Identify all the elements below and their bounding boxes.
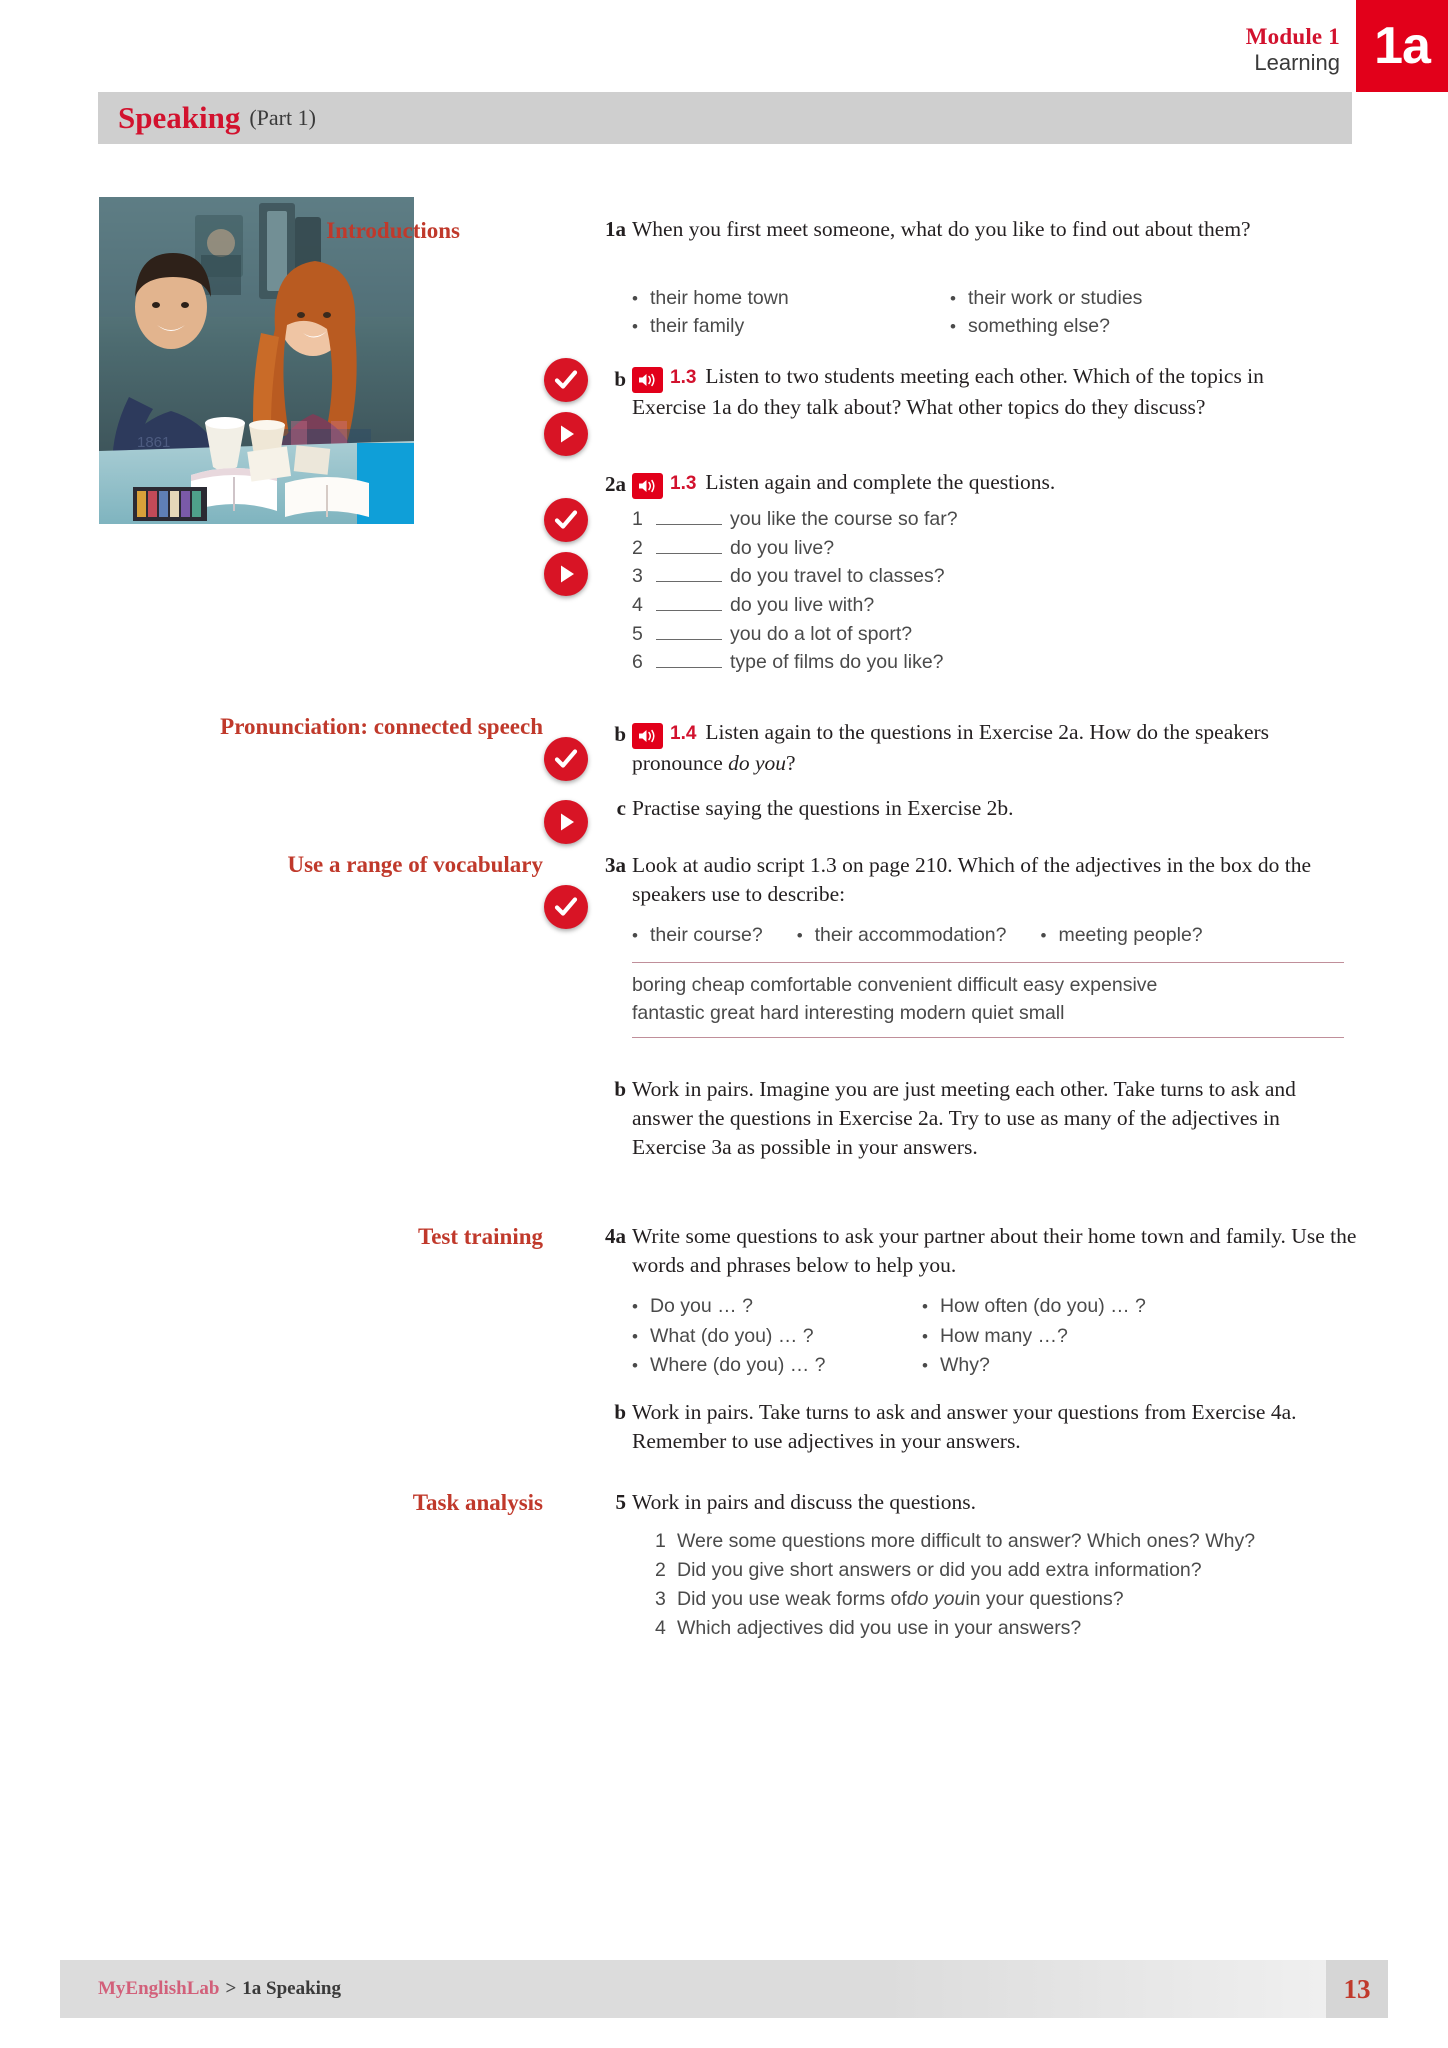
bullet-dot-icon: • — [950, 316, 956, 336]
svg-text:1861: 1861 — [137, 434, 171, 451]
bullet-text: meeting people? — [1058, 924, 1203, 946]
bullet-item-wrap — [797, 922, 1007, 950]
page-footer — [60, 1960, 1388, 2018]
exercise-2c-text: Practise saying the questions in Exercise 2b. — [632, 796, 1014, 820]
page-number: 13 — [1326, 1960, 1388, 2018]
list-item — [950, 313, 1142, 341]
unit-badge: 1a — [1356, 0, 1448, 92]
exercise-1b-text: Listen to two students meeting each other. Which of the topics in Exercise 1a do they talk about? What other topics do they discuss? — [632, 364, 1264, 419]
exercise-label-5: 5 — [615, 1490, 626, 1514]
gapfill-row — [632, 562, 1342, 591]
exercise-2a-text: Listen again and complete the questions. — [705, 470, 1056, 494]
list-item — [632, 313, 904, 341]
bullet-column-left — [632, 285, 904, 340]
bullet-dot-icon: • — [632, 1326, 638, 1346]
speaker-icon[interactable] — [632, 723, 663, 749]
question-number: 1 — [655, 1530, 666, 1552]
exercise-2b-text-end: ? — [786, 751, 796, 775]
list-item — [655, 1614, 1355, 1643]
question-number: 2 — [632, 536, 643, 559]
question-text-italic: do you — [906, 1587, 966, 1610]
play-glyph — [554, 562, 578, 586]
play-glyph — [554, 810, 578, 834]
bullet-text: Where (do you) … ? — [649, 1354, 826, 1377]
bullet-dot-icon: • — [632, 316, 638, 336]
bullet-text: Why? — [939, 1354, 990, 1377]
list-item — [632, 922, 763, 950]
check-icon — [544, 498, 588, 542]
play-glyph — [554, 422, 578, 446]
module-subtitle: Learning — [1254, 50, 1340, 76]
bullet-column-left — [632, 1292, 922, 1381]
exercise-label-1b: b — [614, 367, 626, 391]
exercise-1a-text: When you first meet someone, what do you like to find out about them? — [632, 217, 1251, 241]
exercise-2b-text: Listen again to the questions in Exercise 2a. How do the speakers pronounce — [632, 720, 1270, 775]
exercise-4a-text: Write some questions to ask your partner about their home town and family. Use the words and phrases below to help you. — [632, 1224, 1357, 1277]
exercise-4a-bullets — [632, 1292, 1192, 1381]
bullet-text: their course? — [649, 924, 763, 946]
list-item — [632, 1351, 922, 1381]
module-label: Module 1 — [1245, 24, 1340, 49]
bullet-item-wrap — [1041, 922, 1203, 950]
answer-blank[interactable] — [656, 652, 722, 668]
list-item — [655, 1556, 1355, 1585]
speaker-glyph — [638, 728, 657, 744]
exercise-2a-questions — [632, 505, 1342, 677]
exercise-3a-text: Look at audio script 1.3 on page 210. Which of the adjectives in the box do the speakers use to describe: — [632, 853, 1312, 906]
audio-track-number: 1.4 — [670, 723, 697, 744]
check-glyph — [553, 507, 579, 533]
question-text: do you travel to classes? — [730, 565, 945, 588]
header-text-block — [1246, 0, 1356, 76]
list-item — [922, 1292, 1146, 1322]
question-number: 3 — [632, 565, 643, 588]
answer-blank[interactable] — [656, 509, 722, 525]
bullet-dot-icon: • — [922, 1297, 928, 1316]
check-icon — [544, 885, 588, 929]
exercise-label-1a: 1a — [605, 217, 626, 241]
check-glyph — [553, 894, 579, 920]
bullet-dot-icon: • — [632, 926, 638, 945]
question-text-end: in your questions? — [965, 1587, 1124, 1610]
speaker-icon[interactable] — [632, 367, 663, 393]
bullet-text: their family — [649, 314, 745, 337]
exercise-label-2a: 2a — [605, 472, 626, 496]
adjectives-word-box — [632, 962, 1344, 1038]
rubric-vocabulary: Use a range of vocabulary — [287, 852, 543, 877]
breadcrumb: 1a Speaking — [242, 1978, 341, 1999]
bullet-item-wrap — [632, 922, 763, 950]
list-item — [655, 1527, 1355, 1556]
check-glyph — [553, 746, 579, 772]
rubric-pronunciation: Pronunciation: connected speech — [220, 714, 543, 739]
speaker-glyph — [638, 372, 657, 388]
list-item — [1041, 922, 1203, 950]
list-item — [950, 285, 1142, 313]
rubric-test-training: Test training — [417, 1224, 543, 1249]
check-glyph — [553, 367, 579, 393]
bullet-text: How many …? — [939, 1324, 1068, 1347]
page-title: Speaking — [118, 100, 241, 135]
exercise-4b-text: Work in pairs. Take turns to ask and answer your questions from Exercise 4a. Remember to use adjectives in your answers. — [632, 1400, 1297, 1453]
exercise-label-4a: 4a — [605, 1224, 626, 1248]
exercise-label-3b: b — [614, 1077, 626, 1101]
answer-blank[interactable] — [656, 624, 722, 640]
list-item — [632, 1322, 922, 1352]
bullet-dot-icon: • — [796, 926, 803, 945]
exercise-3a-bullets — [632, 922, 1249, 950]
exercise-2b-block — [632, 718, 1340, 778]
list-item — [797, 922, 1007, 950]
question-text: do you live with? — [730, 593, 875, 616]
exercise-label-2b: b — [614, 722, 626, 746]
bullet-text: How often (do you) … ? — [939, 1295, 1146, 1317]
list-item — [922, 1322, 1146, 1352]
bullet-column-right — [950, 285, 1142, 340]
answer-blank[interactable] — [656, 595, 722, 611]
question-number: 4 — [632, 593, 643, 616]
exercise-1a-bullets — [632, 285, 1188, 340]
bullet-dot-icon: • — [950, 289, 956, 308]
question-text: Which adjectives did you use in your answers? — [677, 1616, 1082, 1639]
bullet-text: Do you … ? — [649, 1295, 753, 1317]
list-item — [632, 1292, 922, 1322]
gapfill-row — [632, 591, 1342, 620]
exercise-label-2c: c — [616, 796, 626, 820]
bullet-dot-icon: • — [922, 1356, 928, 1376]
play-icon — [544, 552, 588, 596]
bullet-dot-icon: • — [922, 1326, 928, 1346]
audio-track-number: 1.3 — [670, 473, 697, 494]
list-item — [632, 285, 904, 313]
exercise-3b-text: Work in pairs. Imagine you are just meeting each other. Take turns to ask and answer the questions in Exercise 2a. Try to use as many of the adjectives in Exercise 3a as possible in your answers. — [632, 1077, 1296, 1159]
gapfill-row — [632, 648, 1342, 677]
rubric-task-analysis: Task analysis — [412, 1490, 543, 1515]
gapfill-row — [632, 505, 1342, 534]
question-text-part: Did you use weak forms of — [677, 1587, 907, 1610]
exercise-2a-block — [632, 468, 1342, 499]
bullet-text: something else? — [967, 314, 1110, 337]
exercise-1b-block — [632, 362, 1342, 422]
list-item — [922, 1351, 1146, 1381]
question-number: 5 — [632, 622, 643, 645]
section-title-band — [98, 92, 1352, 144]
bullet-dot-icon: • — [632, 1356, 638, 1376]
question-text: you do a lot of sport? — [730, 622, 913, 645]
rubric-introductions: Introductions — [326, 218, 460, 243]
exercise-2b-italic: do you — [728, 751, 787, 775]
bullet-column-right — [922, 1292, 1146, 1381]
exercise-5-questions — [655, 1527, 1355, 1642]
question-text: you like the course so far? — [730, 508, 958, 530]
speaker-icon[interactable] — [632, 473, 663, 499]
answer-blank[interactable] — [656, 566, 722, 582]
gapfill-row — [632, 534, 1342, 563]
breadcrumb-separator: > — [225, 1978, 237, 1999]
list-item — [655, 1585, 1355, 1614]
question-number: 4 — [655, 1616, 666, 1639]
audio-track-number: 1.3 — [670, 367, 697, 388]
bullet-dot-icon: • — [632, 1297, 638, 1316]
speaker-glyph — [638, 478, 657, 494]
page-header — [1246, 0, 1448, 92]
page-title-part: (Part 1) — [249, 105, 316, 130]
bullet-dot-icon: • — [632, 289, 638, 308]
bullet-text: What (do you) … ? — [649, 1324, 814, 1347]
exercise-5-text: Work in pairs and discuss the questions. — [632, 1490, 977, 1514]
exercise-label-3a: 3a — [605, 853, 626, 877]
question-number: 1 — [632, 508, 643, 530]
question-text: Were some questions more difficult to answer? Which ones? Why? — [677, 1530, 1256, 1552]
question-text: do you live? — [730, 536, 835, 559]
play-icon — [544, 412, 588, 456]
bullet-text: their work or studies — [967, 287, 1143, 309]
bullet-text: their accommodation? — [814, 924, 1007, 946]
wordbox-line: boring cheap comfortable convenient difficult easy expensive — [632, 974, 1158, 996]
bullet-dot-icon: • — [1040, 926, 1047, 945]
question-number: 6 — [632, 651, 643, 674]
myenglishlab-link[interactable]: MyEnglishLab — [98, 1978, 220, 1999]
bullet-text: their home town — [649, 287, 789, 309]
question-number: 2 — [655, 1558, 666, 1581]
gapfill-row — [632, 620, 1342, 649]
question-text: type of films do you like? — [730, 651, 944, 674]
answer-blank[interactable] — [656, 538, 722, 554]
question-text: Did you give short answers or did you add extra information? — [677, 1558, 1202, 1581]
exercise-label-4b: b — [614, 1400, 626, 1424]
wordbox-line: fantastic great hard interesting modern quiet small — [632, 1001, 1065, 1024]
question-number: 3 — [655, 1587, 666, 1610]
